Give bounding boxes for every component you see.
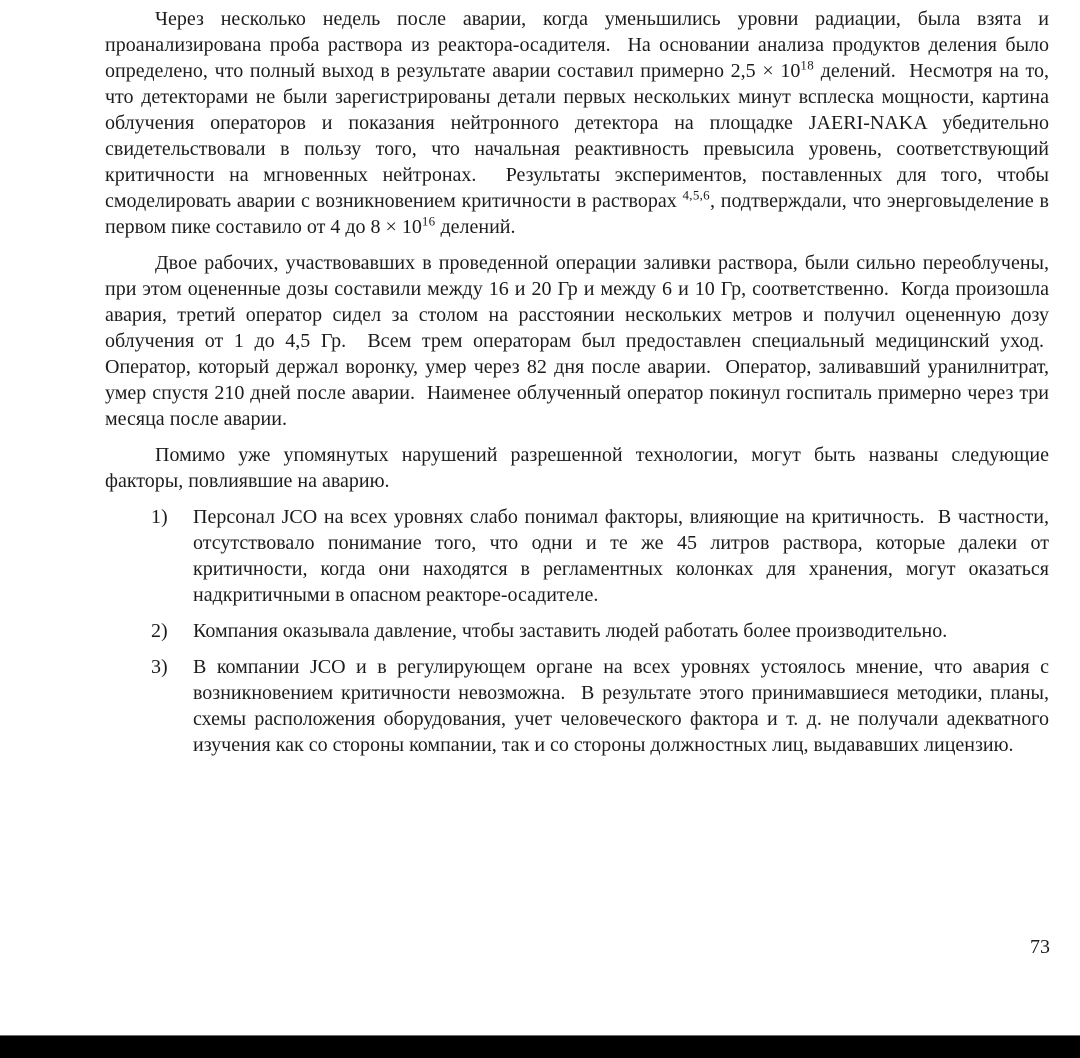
text-block (105, 6, 1049, 768)
list-item-1 (105, 504, 1049, 608)
paragraph-1-text: делений. (435, 216, 516, 238)
list-item-3-marker: 3) (151, 656, 168, 678)
list-item-2 (105, 618, 1049, 644)
list-item-2-text: Компания оказывала давление, чтобы заставить людей работать более производительно. (193, 620, 948, 642)
footnote-reference-superscript: 4,5,6 (682, 187, 710, 203)
list-item-1-text: Персонал JCO на всех уровнях слабо понимал факторы, влияющие на критичность. В частности, отсутствовало понимание того, что одни и те же 45 литров раствора, которые далеки от критичности, когда они находятся в регламентных колонках для хранения, могут оказаться надкритичными в опасном реакторе-осадителе. (193, 506, 1049, 606)
list-item-3-text: В компании JCO и в регулирующем органе на всех уровнях устоялось мнение, что авария с возникновением критичности невозможна. В результате этого принимавшиеся методики, планы, схемы расположения оборудования, учет человеческого фактора и т. д. не получали адекватного изучения как со стороны компании, так и со стороны должностных лиц, выдававших лицензию. (193, 656, 1049, 756)
numbered-list (105, 504, 1049, 758)
list-item-1-marker: 1) (151, 506, 168, 528)
list-item-2-marker: 2) (151, 620, 168, 642)
paragraph-1 (105, 6, 1049, 240)
paragraph-1-text: Через несколько недель после аварии, когда уменьшились уровни радиации, была взята и проанализирована проба раствора из реактора-осадителя. На основании анализа продуктов деления было определено, что полный выход в результате аварии составил примерно 2,5 × 10 (105, 8, 1049, 82)
bottom-bar (0, 1035, 1080, 1058)
paragraph-2: Двое рабочих, участвовавших в проведенной операции заливки раствора, были сильно переоблучены, при этом оцененные дозы составили между 16 и 20 Гр и между 6 и 10 Гр, соответственно. Когда произошла авария, третий оператор сидел за столом на расстоянии нескольких метров и получил оцененную дозу облучения от 1 до 4,5 Гр. Всем трем операторам был предоставлен специальный медицинский уход. Оператор, который держал воронку, умер через 82 дня после аварии. Оператор, заливавший уранилнитрат, умер спустя 210 дней после аварии. Наименее облученный оператор покинул госпиталь примерно через три месяца после аварии. (105, 252, 1049, 430)
list-item-3 (105, 654, 1049, 758)
paragraph-3: Помимо уже упомянутых нарушений разрешенной технологии, могут быть названы следующие факторы, повлиявшие на аварию. (105, 444, 1049, 492)
exponent-superscript: 18 (800, 57, 815, 73)
paragraph-1-text: делений. Несмотря на то, что детекторами не были зарегистрированы детали первых нескольких минут всплеска мощности, картина облучения операторов и показания нейтронного детектора на площадке JAERI-NAKA убедительно свидетельствовали в пользу того, что начальная реактивность превысила уровень, соответствующий критичности на мгновенных нейтронах. Результаты экспериментов, поставленных для того, чтобы смоделировать аварии с возникновением критичности в растворах (105, 60, 1049, 212)
page-number: 73 (1030, 936, 1050, 958)
exponent-superscript: 16 (421, 213, 436, 229)
paragraph-1-text: , подтверждали, что энерговыделение в первом пике составило от 4 до 8 × 10 (105, 190, 1049, 238)
